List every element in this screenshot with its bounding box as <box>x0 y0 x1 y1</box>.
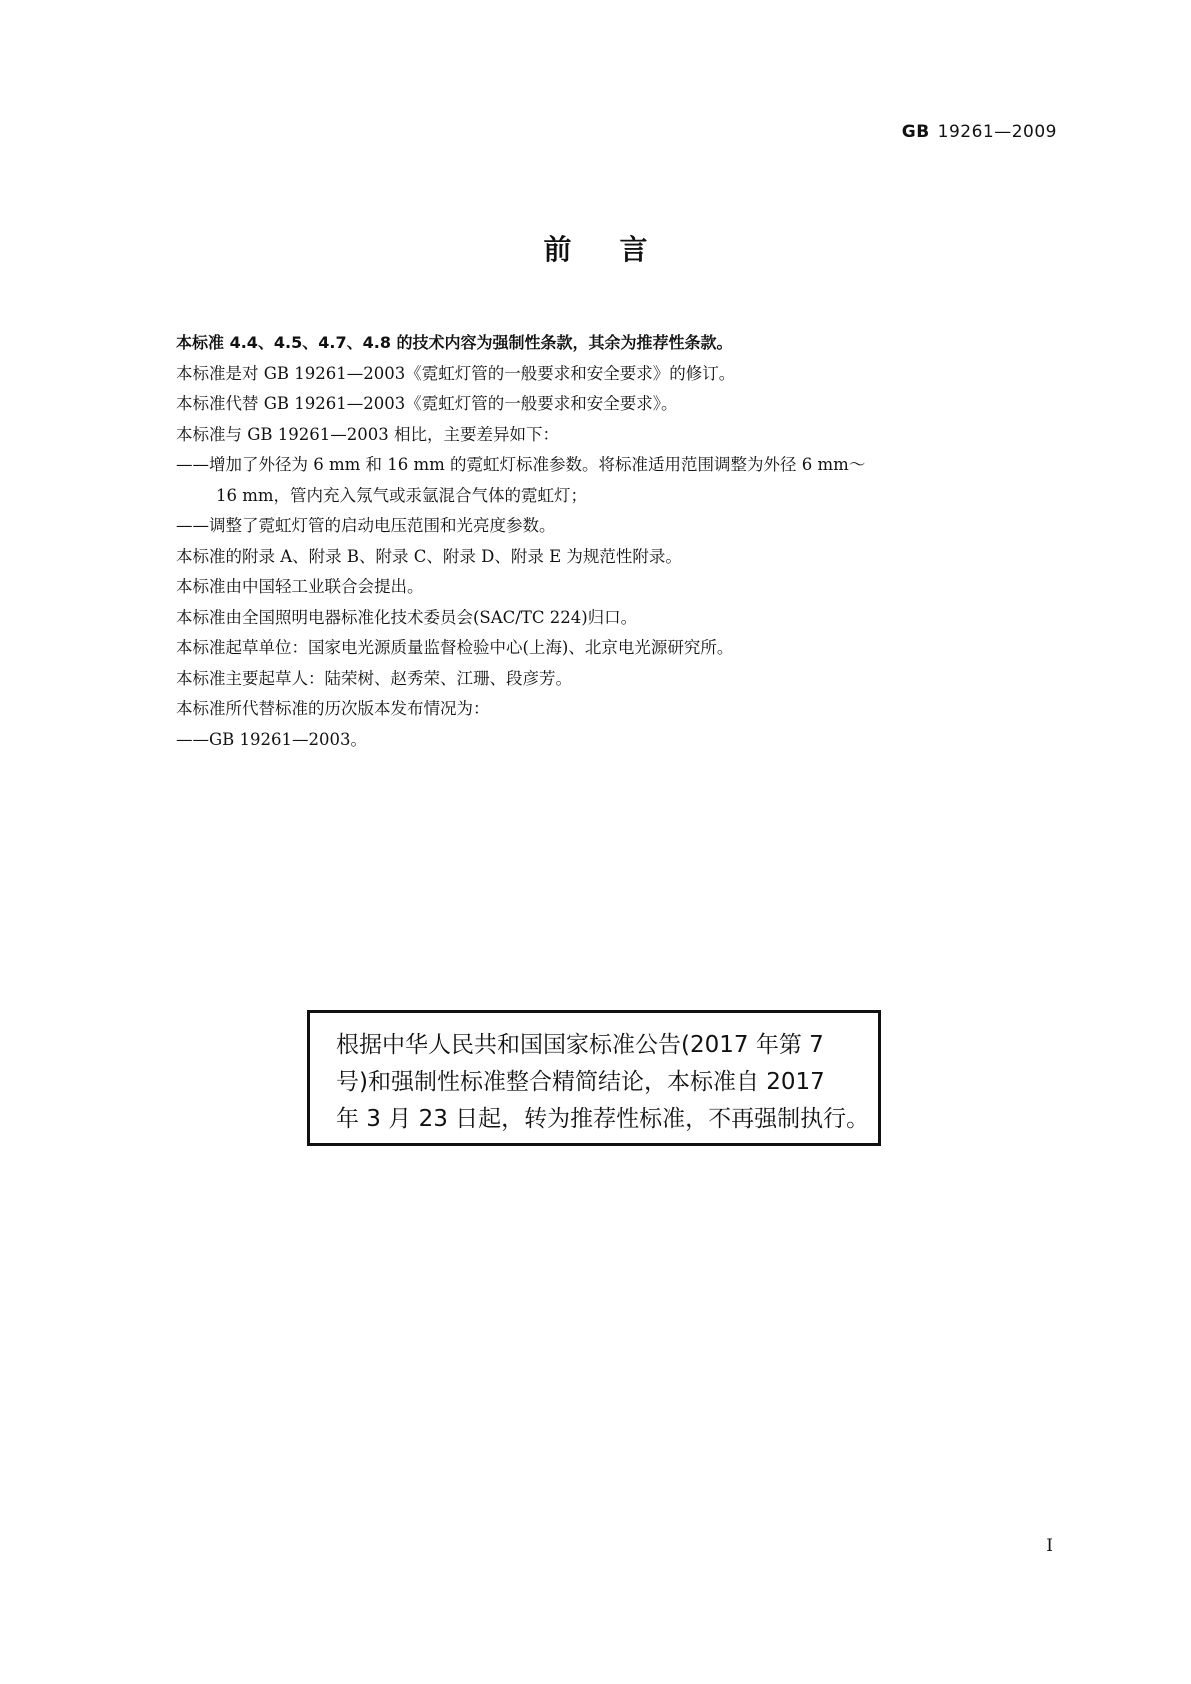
notice-line-1: 根据中华人民共和国国家标准公告(2017 年第 7 <box>336 1032 824 1058</box>
page-number: I <box>1046 1536 1053 1556</box>
drafting-units: 本标准起草单位：国家电光源质量监督检验中心(上海)、北京电光源研究所。 <box>176 638 734 657</box>
main-drafters: 本标准主要起草人：陆荣树、赵秀荣、江珊、段彦芳。 <box>176 668 572 688</box>
previous-editions-intro: 本标准所代替标准的历次版本发布情况为： <box>176 699 490 718</box>
committee-statement: 本标准由全国照明电器标准化技术委员会(SAC/TC 224)归口。 <box>176 607 638 627</box>
difference-item-2: ——调整了霓虹灯管的启动电压范围和光亮度参数。 <box>176 516 556 535</box>
mandatory-clause-statement: 本标准 4.4、4.5、4.7、4.8 的技术内容为强制性条款，其余为推荐性条款。 <box>176 333 733 352</box>
notice-line-2: 号)和强制性标准整合精简结论，本标准自 2017 <box>336 1069 825 1095</box>
previous-edition-item: ——GB 19261—2003。 <box>176 729 368 749</box>
foreword-body <box>176 328 1056 755</box>
page-title: 前言 <box>543 233 696 266</box>
revision-statement: 本标准是对 GB 19261—2003《霓虹灯管的一般要求和安全要求》的修订。 <box>176 363 736 383</box>
difference-item-1: ——增加了外径为 6 mm 和 16 mm 的霓虹灯标准参数。将标准适用范围调整为外径 6 mm～ <box>176 455 866 474</box>
standard-code: 19261—2009 <box>937 122 1057 142</box>
proposer-statement: 本标准由中国轻工业联合会提出。 <box>176 577 424 596</box>
difference-item-1-continued: 16 mm，管内充入氖气或汞氩混合气体的霓虹灯； <box>216 485 588 505</box>
status-notice-box <box>307 1010 881 1146</box>
standard-prefix: GB <box>901 122 930 142</box>
standard-number <box>902 122 1057 142</box>
replacement-statement: 本标准代替 GB 19261—2003《霓虹灯管的一般要求和安全要求》。 <box>176 394 678 413</box>
notice-line-3: 年 3 月 23 日起，转为推荐性标准，不再强制执行。 <box>336 1106 870 1132</box>
annex-statement: 本标准的附录 A、附录 B、附录 C、附录 D、附录 E 为规范性附录。 <box>176 546 682 566</box>
differences-intro: 本标准与 GB 19261—2003 相比，主要差异如下： <box>176 424 560 444</box>
